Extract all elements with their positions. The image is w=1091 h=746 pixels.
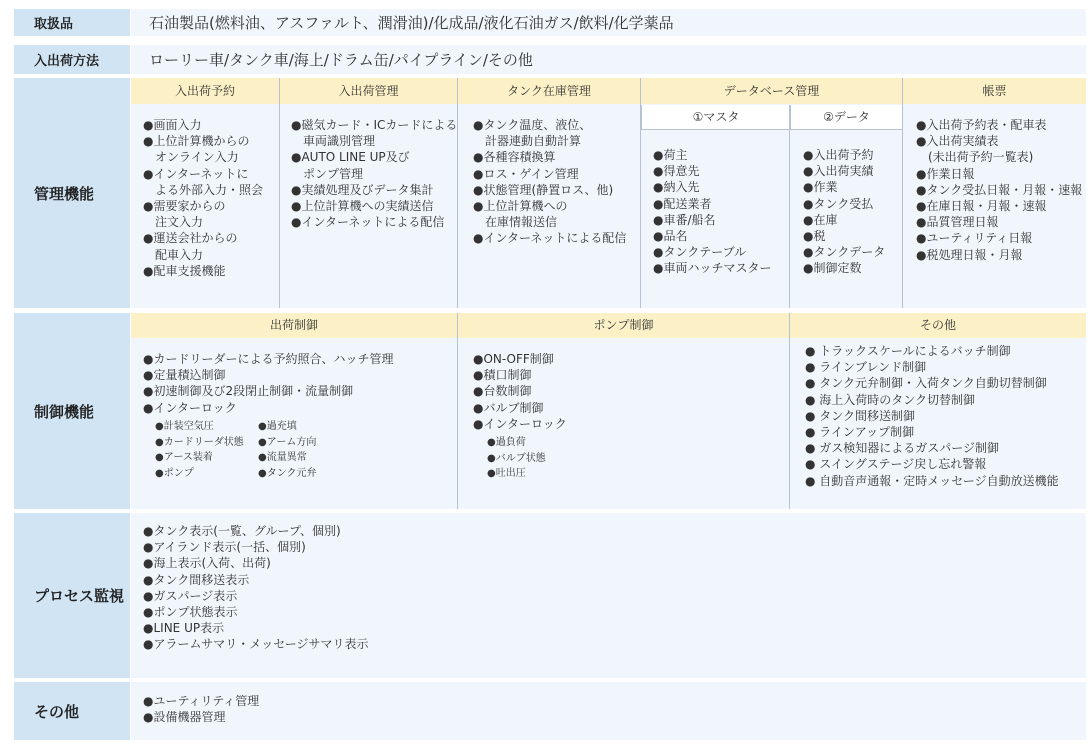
list-item: ●ポンプ [155, 467, 194, 479]
list-item: ●過充填 [258, 421, 297, 432]
list-item: ●アイランド表示(一括、個別) [143, 540, 306, 555]
list-item: ●税処理日報・月報 [916, 247, 1023, 262]
list-item: ●ロス・ゲイン管理 [473, 166, 579, 181]
shipping-method-text: ローリー車/タンク車/海上/ドラム缶/パイプライン/その他 [131, 45, 1086, 74]
list-item: ● タンク元弁制御・入荷タンク自動切替制御 [805, 376, 1047, 391]
list-item: 計器連動自動計算 [473, 134, 582, 149]
list-item: ポンプ管理 [291, 166, 364, 181]
list-item: ●タンクテーブル [653, 245, 747, 260]
list-item: ●過負荷 [487, 437, 526, 448]
shipment-interlock-right [258, 419, 317, 481]
label-control: 制御機能 [14, 313, 130, 509]
list-item: ●入出荷実績表 [916, 134, 999, 149]
list-item: ● ラインアップ制御 [805, 425, 915, 440]
list-item: ●アラームサマリ・メッセージサマリ表示 [143, 637, 369, 652]
list-item: ●台数制御 [473, 384, 532, 399]
header-reservation: 入出荷予約 [131, 78, 279, 104]
header-pump-control: ポンプ制御 [458, 313, 789, 338]
list-item: ●ユーティリティ管理 [143, 694, 260, 708]
list-item: ●得意先 [653, 164, 700, 179]
list-item: ●ユーティリティ日報 [916, 231, 1033, 246]
list-item: 車両識別管理 [291, 134, 376, 149]
list-item: ●上位計算機への [473, 199, 568, 214]
list-item: ●需要家からの [143, 199, 226, 214]
header-database: データベース管理 [641, 78, 902, 104]
list-item: ●インターロック [473, 416, 567, 431]
list-item: ●配車支援機能 [143, 263, 226, 278]
list-item: ●インターネットによる配信 [473, 231, 627, 246]
list-item: ●荷主 [653, 148, 688, 162]
pump-interlock-list [487, 435, 546, 482]
list-item: ●タンク元弁 [258, 467, 317, 479]
list-item: ●ポンプ状態表示 [143, 605, 238, 620]
header-master: ①マスタ [641, 105, 790, 129]
others-list [143, 693, 259, 725]
list-item: ●状態管理(静置ロス、他) [473, 182, 614, 197]
list-item: ●バルブ制御 [473, 400, 544, 415]
list-item: ●タンク温度、液位、 [473, 118, 592, 132]
header-shipment-control: 出荷制御 [131, 313, 457, 338]
header-tank-inventory: タンク在庫管理 [458, 78, 640, 104]
header-data: ②データ [790, 105, 902, 129]
list-item: ●タンク受払日報・月報・速報 [916, 182, 1083, 197]
shipping-management-list [291, 117, 457, 230]
header-reports: 帳票 [903, 78, 1086, 104]
list-item: ●インターネットによる配信 [291, 215, 445, 230]
shipment-interlock-left [155, 419, 244, 481]
list-item: ●品質管理日報 [916, 215, 999, 230]
label-process-monitoring: プロセス監視 [14, 513, 130, 678]
process-monitoring-list [143, 523, 369, 653]
list-item: ● スイングステージ戻し忘れ警報 [805, 457, 987, 472]
list-item: ●定量積込制御 [143, 368, 226, 383]
list-item: よる外部入力・照会 [143, 182, 264, 197]
list-item: ●海上表示(入荷、出荷) [143, 556, 271, 571]
label-others: その他 [14, 682, 130, 740]
pump-control-list [473, 351, 567, 432]
list-item: ● 海上入荷時のタンク切替制御 [805, 392, 976, 407]
list-item: ●作業 [803, 180, 838, 195]
list-item: ● トラックスケールによるバッチ制御 [805, 344, 1011, 358]
list-item: ●配送業者 [653, 196, 712, 211]
list-item: ●入出荷予約 [803, 148, 874, 162]
list-item: ●品名 [653, 229, 688, 244]
list-item: ●ON-OFF制御 [473, 352, 554, 366]
list-item: ●各種容積換算 [473, 150, 556, 165]
list-item: ●実績処理及びデータ集計 [291, 182, 434, 197]
list-item: (未出荷予約一覧表) [916, 150, 1034, 165]
list-item: ●計装空気圧 [155, 421, 214, 432]
other-control-list [805, 343, 1059, 489]
list-item: オンライン入力 [143, 150, 239, 165]
list-item: ●バルブ状態 [487, 452, 546, 464]
label-handling: 取扱品 [14, 9, 130, 36]
reservation-list [143, 117, 263, 279]
list-item: ●在庫日報・月報・速報 [916, 199, 1047, 214]
list-item: ● 自動音声通報・定時メッセージ自動放送機能 [805, 473, 1059, 488]
list-item: ●カードリーダーによる予約照合、ハッチ管理 [143, 352, 394, 366]
master-list [653, 147, 771, 277]
list-item: ●AUTO LINE UP及び [291, 150, 410, 165]
list-item: ●画面入力 [143, 118, 202, 132]
list-item: ●流量異常 [258, 452, 307, 463]
list-item: ●カードリーダ状態 [155, 436, 244, 448]
list-item: ●インターロック [143, 400, 237, 415]
list-item: ●設備機器管理 [143, 710, 226, 725]
handling-text: 石油製品(燃料油、アスファルト、潤滑油)/化成品/液化石油ガス/飲料/化学薬品 [131, 9, 1086, 36]
list-item: ●タンク受払 [803, 196, 874, 211]
list-item: ●インターネットに [143, 166, 249, 181]
list-item: ● ガス検知器によるガスパージ制御 [805, 441, 1000, 456]
others-section [131, 682, 1086, 740]
list-item: ●タンク間移送表示 [143, 572, 250, 587]
label-shipping-method: 入出荷方法 [14, 45, 130, 74]
list-item: ● ラインブレンド制御 [805, 360, 927, 375]
list-item: ●運送会社からの [143, 231, 238, 246]
tank-inventory-list [473, 117, 626, 247]
data-list [803, 147, 885, 277]
list-item: ●車番/船名 [653, 212, 716, 227]
header-other-control: その他 [790, 313, 1086, 338]
list-item: ●磁気カード・ICカードによる [291, 118, 458, 132]
list-item: 配車入力 [143, 247, 204, 262]
list-item: ●入出荷実績 [803, 164, 874, 179]
list-item: ●LINE UP表示 [143, 621, 225, 636]
label-management: 管理機能 [14, 78, 130, 308]
list-item: ●吐出圧 [487, 468, 526, 479]
list-item: ●在庫 [803, 212, 838, 227]
list-item: 注文入力 [143, 215, 204, 230]
list-item: ● タンク間移送制御 [805, 408, 916, 423]
list-item: ●上位計算機への実績送信 [291, 199, 434, 214]
list-item: ●アース装着 [155, 452, 213, 463]
list-item: ●入出荷予約表・配車表 [916, 118, 1047, 132]
list-item: ●税 [803, 229, 826, 244]
control-section [131, 313, 1086, 509]
list-item: ●作業日報 [916, 166, 975, 181]
reports-list [916, 117, 1082, 263]
list-item: ●初速制御及び2段閉止制御・流量制御 [143, 384, 354, 399]
list-item: ●タンクデータ [803, 245, 886, 260]
list-item: ●積口制御 [473, 368, 532, 383]
list-item: ●ガスパージ表示 [143, 588, 238, 603]
list-item: ●車両ハッチマスター [653, 261, 772, 276]
list-item: ●上位計算機からの [143, 134, 250, 149]
management-section [131, 78, 1086, 308]
list-item: ●納入先 [653, 180, 700, 195]
list-item: ●タンク表示(一覧、グループ、個別) [143, 524, 341, 538]
list-item: ●アーム方向 [258, 436, 317, 448]
header-shipping-management: 入出荷管理 [280, 78, 457, 104]
list-item: ●制御定数 [803, 261, 862, 276]
list-item: 在庫情報送信 [473, 215, 558, 230]
shipment-control-list [143, 351, 393, 416]
process-monitoring-section [131, 513, 1086, 678]
